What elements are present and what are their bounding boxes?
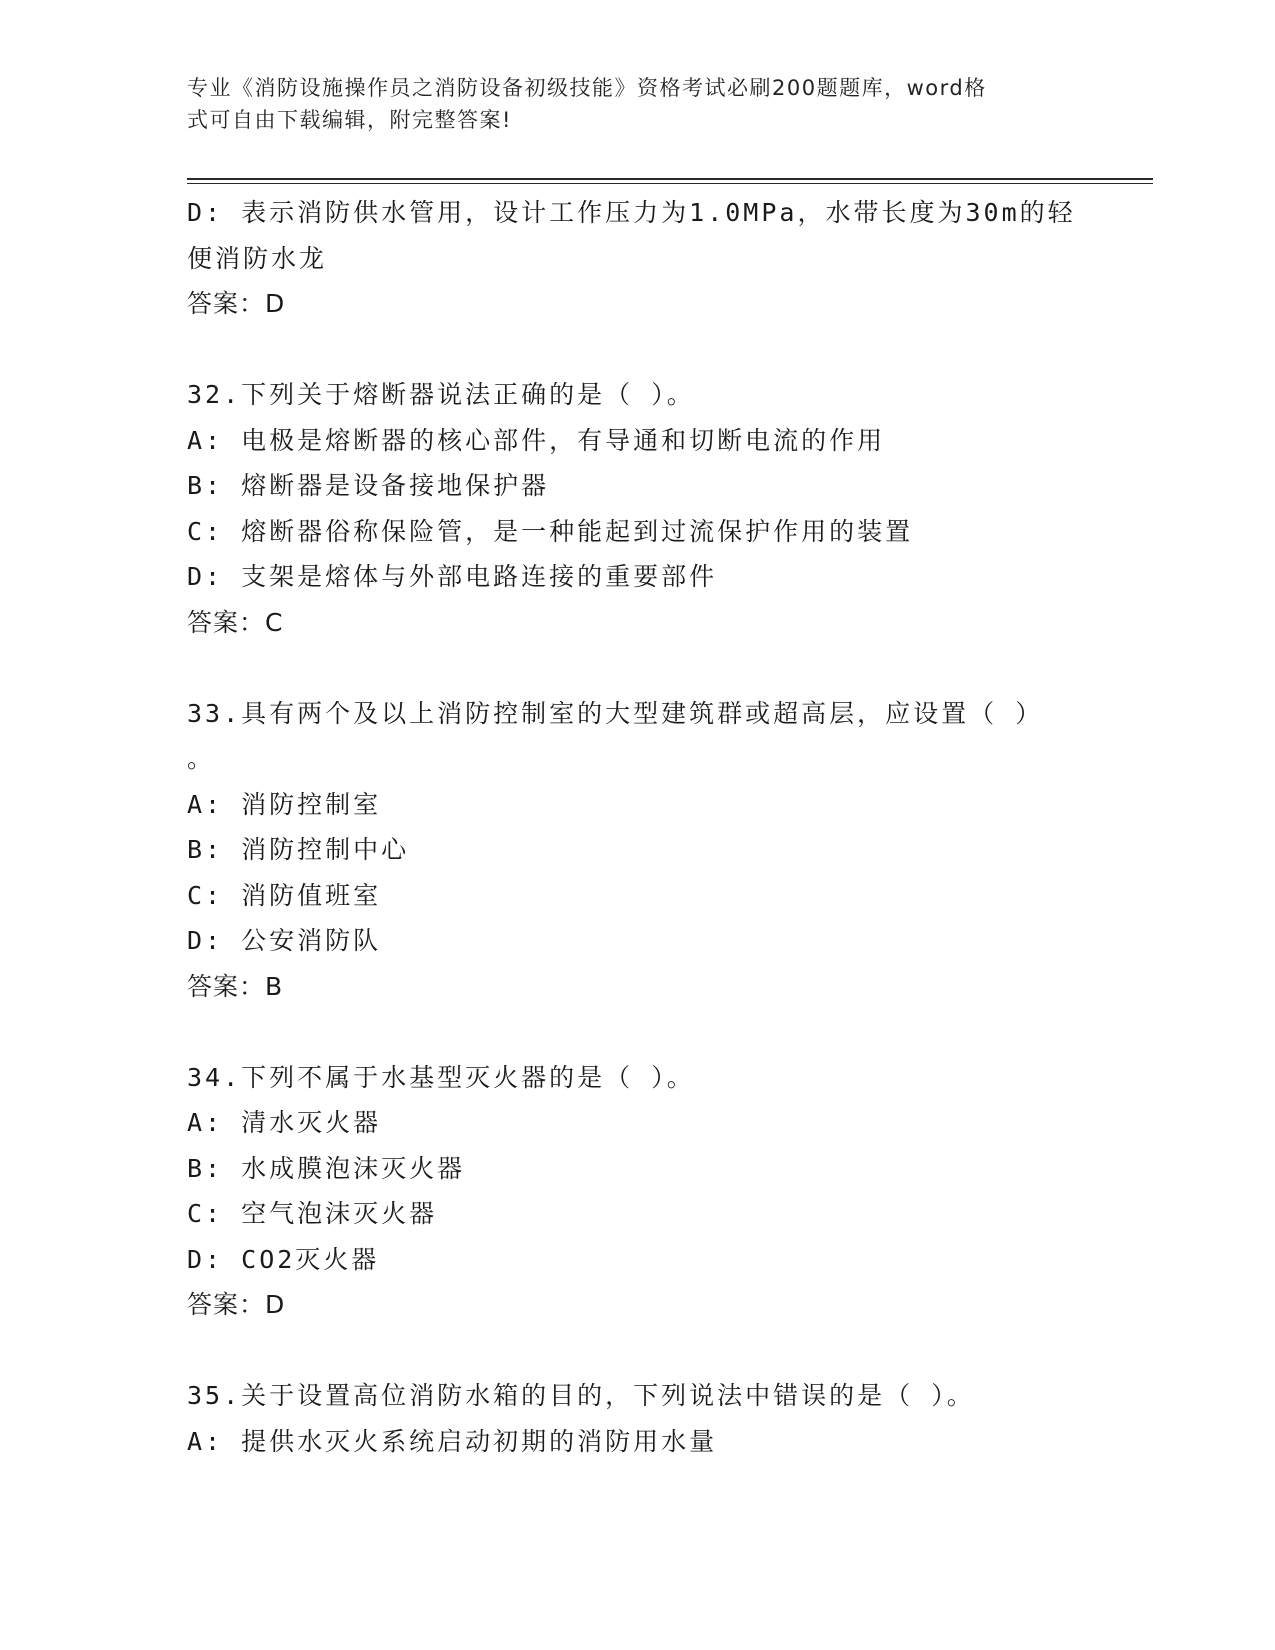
option-d: D: 支架是熔体与外部电路连接的重要部件 — [187, 562, 718, 591]
option-c: C: 熔断器俗称保险管，是一种能起到过流保护作用的装置 — [187, 516, 914, 546]
question-stem: 32.下列关于熔断器说法正确的是（ ）。 — [187, 380, 695, 409]
answer-label: 答案：D — [187, 1290, 286, 1319]
option-c: C: 空气泡沫灭火器 — [187, 1199, 438, 1228]
question-stem-continuation: 。 — [187, 744, 216, 773]
spacer — [187, 1328, 1087, 1374]
option-a: A: 清水灭火器 — [187, 1108, 382, 1137]
header-line-2: 式可自由下载编辑，附完整答案! — [187, 108, 512, 132]
option-c: C: 消防值班室 — [187, 880, 382, 910]
document-header — [187, 72, 1077, 136]
option-b: B: 熔断器是设备接地保护器 — [187, 471, 550, 500]
option-d: D: 表示消防供水管用，设计工作压力为1.0MPa，水带长度为30m的轻 — [187, 198, 1076, 227]
spacer — [187, 1009, 1087, 1055]
question-stem: 34.下列不属于水基型灭火器的是（ ）。 — [187, 1062, 695, 1092]
header-line-1: 专业《消防设施操作员之消防设备初级技能》资格考试必刷200题题库，word格 — [187, 76, 987, 100]
option-d: D: CO2灭火器 — [187, 1244, 380, 1274]
option-d: D: 公安消防队 — [187, 926, 382, 955]
answer-label: 答案：C — [187, 607, 284, 637]
question-list — [187, 190, 1087, 1464]
question-stem: 33.具有两个及以上消防控制室的大型建筑群或超高层，应设置（ ） — [187, 698, 1044, 728]
answer-label: 答案：B — [187, 971, 284, 1001]
question-32 — [187, 372, 1087, 645]
header-rule-thick — [187, 178, 1153, 180]
option-a: A: 提供水灭火系统启动初期的消防用水量 — [187, 1426, 718, 1456]
question-33 — [187, 691, 1087, 1010]
option-a: A: 电极是熔断器的核心部件，有导通和切断电流的作用 — [187, 425, 886, 455]
answer-label: 答案：D — [187, 289, 286, 318]
carryover-question — [187, 190, 1087, 327]
option-a: A: 消防控制室 — [187, 789, 382, 819]
option-b: B: 水成膜泡沫灭火器 — [187, 1153, 466, 1183]
spacer — [187, 327, 1087, 373]
question-stem: 35.关于设置高位消防水箱的目的，下列说法中错误的是（ ）。 — [187, 1381, 975, 1410]
option-d-continuation: 便消防水龙 — [187, 243, 328, 273]
spacer — [187, 645, 1087, 691]
option-b: B: 消防控制中心 — [187, 835, 410, 864]
header-rule-thin — [187, 183, 1153, 184]
question-35 — [187, 1373, 1087, 1464]
question-34 — [187, 1055, 1087, 1328]
